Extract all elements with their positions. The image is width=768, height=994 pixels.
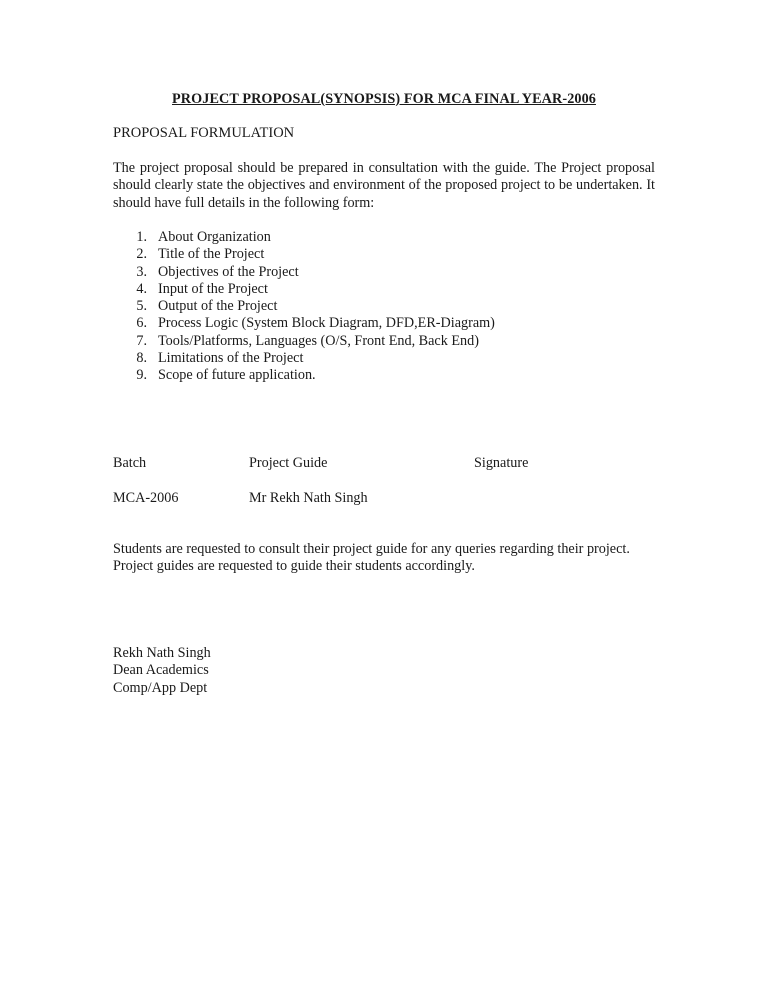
list-item xyxy=(113,298,495,315)
batch-value: MCA-2006 xyxy=(113,490,179,506)
signatory-designation: Dean Academics xyxy=(113,662,209,679)
document-title: PROJECT PROPOSAL(SYNOPSIS) FOR MCA FINAL YEAR-2006 xyxy=(172,91,596,107)
list-item xyxy=(113,281,495,298)
note-paragraph: Students are requested to consult their project guide for any queries regarding their project. Project guides are requested to guide their students accordingly. xyxy=(113,541,630,575)
list-item-number: 7. xyxy=(136,332,147,349)
list-item-text: About Organization xyxy=(158,229,271,245)
signatory-department: Comp/App Dept xyxy=(113,679,208,696)
list-item-text: Limitations of the Project xyxy=(158,350,304,367)
list-item xyxy=(113,333,495,350)
batch-header: Batch xyxy=(113,455,147,471)
requirements-list xyxy=(113,229,495,385)
intro-paragraph: The project proposal should be prepared in consultation with the guide. The Project proposal should clearly state the objectives and environment of the proposed project to be undertaken. It should have full details in the following form: xyxy=(113,160,655,211)
list-item-number: 9. xyxy=(136,367,147,384)
list-item-number: 1. xyxy=(136,229,147,245)
list-item-number: 3. xyxy=(136,263,147,280)
project-guide-value: Mr Rekh Nath Singh xyxy=(249,490,368,506)
list-item-number: 6. xyxy=(136,315,147,332)
project-guide-header: Project Guide xyxy=(249,455,328,471)
list-item-text: Input of the Project xyxy=(158,280,268,297)
list-item-text: Title of the Project xyxy=(158,246,265,263)
list-item xyxy=(113,246,495,263)
list-item xyxy=(113,350,495,367)
signatory-name: Rekh Nath Singh xyxy=(113,645,211,661)
list-item-number: 8. xyxy=(136,350,147,367)
list-item xyxy=(113,367,495,384)
signature-header: Signature xyxy=(474,455,529,471)
signatory-block xyxy=(113,645,211,697)
section-heading: PROPOSAL FORMULATION xyxy=(113,125,295,141)
list-item-text: Process Logic (System Block Diagram, DFD,ER-Diagram) xyxy=(158,315,495,332)
list-item-text: Tools/Platforms, Languages (O/S, Front End, Back End) xyxy=(158,332,479,349)
list-item-number: 5. xyxy=(136,298,147,315)
list-item-text: Output of the Project xyxy=(158,298,278,315)
list-item xyxy=(113,229,495,246)
list-item xyxy=(113,315,495,332)
list-item-text: Scope of future application. xyxy=(158,367,316,384)
list-item xyxy=(113,264,495,281)
list-item-text: Objectives of the Project xyxy=(158,263,299,280)
list-item-number: 4. xyxy=(136,280,147,297)
list-item-number: 2. xyxy=(136,246,147,263)
